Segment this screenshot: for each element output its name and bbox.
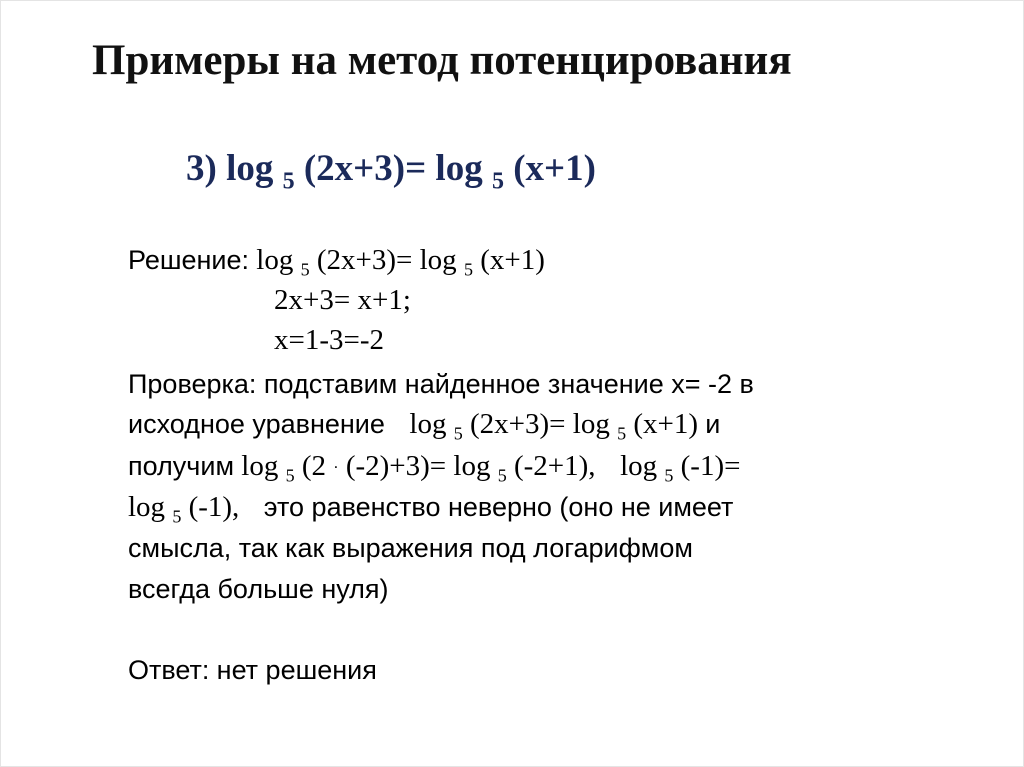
check-row-3-base-3: 5 bbox=[664, 465, 674, 486]
check-row-3-base-2: 5 bbox=[497, 465, 507, 486]
answer-line bbox=[128, 650, 377, 690]
check-row-3-text: получим bbox=[128, 451, 235, 481]
solution-line-1 bbox=[128, 240, 545, 280]
check-row-3-log-3: log bbox=[620, 450, 658, 482]
check-row-3-log-1: log bbox=[241, 450, 279, 482]
solution-right: (x+1) bbox=[480, 244, 545, 276]
check-row-3-log-2: log bbox=[453, 450, 491, 482]
solution-line-2: 2x+3= x+1; bbox=[274, 284, 411, 316]
solution-base-1: 5 bbox=[300, 259, 310, 280]
check-row-3-arg-3: (-1)= bbox=[680, 450, 741, 482]
solution-log-1: log bbox=[256, 244, 294, 276]
check-row-4-base: 5 bbox=[172, 506, 182, 527]
check-row-2-base-1: 5 bbox=[453, 423, 463, 444]
multiply-dot: · bbox=[333, 459, 339, 477]
example-base: 5 bbox=[282, 168, 295, 195]
answer-value: нет решения bbox=[216, 655, 377, 685]
check-row-3-arg-2: (-2+1), bbox=[513, 450, 596, 482]
solution-line-3: x=1-3=-2 bbox=[274, 324, 385, 356]
check-row-5: смысла, так как выражения под логарифмом bbox=[128, 533, 693, 563]
check-row-4 bbox=[128, 487, 733, 527]
check-row-2-text: исходное уравнение bbox=[128, 409, 385, 439]
example-number: 3) bbox=[186, 148, 217, 189]
check-row-4-log: log bbox=[128, 491, 166, 523]
example-log-2: log bbox=[435, 148, 483, 189]
check-row-4-arg: (-1), bbox=[188, 491, 240, 523]
check-row-2-log-2: log bbox=[572, 408, 610, 440]
check-row-3 bbox=[128, 446, 740, 486]
check-row-2-base-2: 5 bbox=[617, 423, 627, 444]
check-row-1: Проверка: подставим найденное значение х= -2 в bbox=[128, 369, 754, 399]
check-row-2-end: и bbox=[705, 409, 721, 439]
check-row-2-log-1: log bbox=[409, 408, 447, 440]
solution-label: Решение: bbox=[128, 245, 250, 275]
check-row-2 bbox=[128, 404, 720, 444]
check-row-6: всегда больше нуля) bbox=[128, 574, 389, 604]
example-equation bbox=[186, 146, 596, 195]
check-row-3-base-1: 5 bbox=[285, 465, 295, 486]
check-row-4-text: это равенство неверно (оно не имеет bbox=[263, 492, 734, 522]
example-left-arg: (2x+3)= bbox=[303, 148, 427, 189]
example-base-2: 5 bbox=[491, 168, 504, 195]
answer-label: Ответ: bbox=[128, 655, 210, 685]
check-row-2-arg-1: (2x+3)= bbox=[469, 408, 566, 440]
check-row-3-arg-1a: (2 bbox=[301, 450, 326, 482]
check-row-2-arg-2: (x+1) bbox=[633, 408, 698, 440]
solution-base-2: 5 bbox=[463, 259, 473, 280]
solution-left: (2x+3)= bbox=[316, 244, 413, 276]
check-row-3-arg-1b: (-2)+3)= bbox=[345, 450, 447, 482]
example-log: log bbox=[226, 148, 274, 189]
example-right-arg: (x+1) bbox=[513, 148, 596, 189]
slide-title: Примеры на метод потенцирования bbox=[92, 37, 792, 84]
solution-log-2: log bbox=[419, 244, 457, 276]
